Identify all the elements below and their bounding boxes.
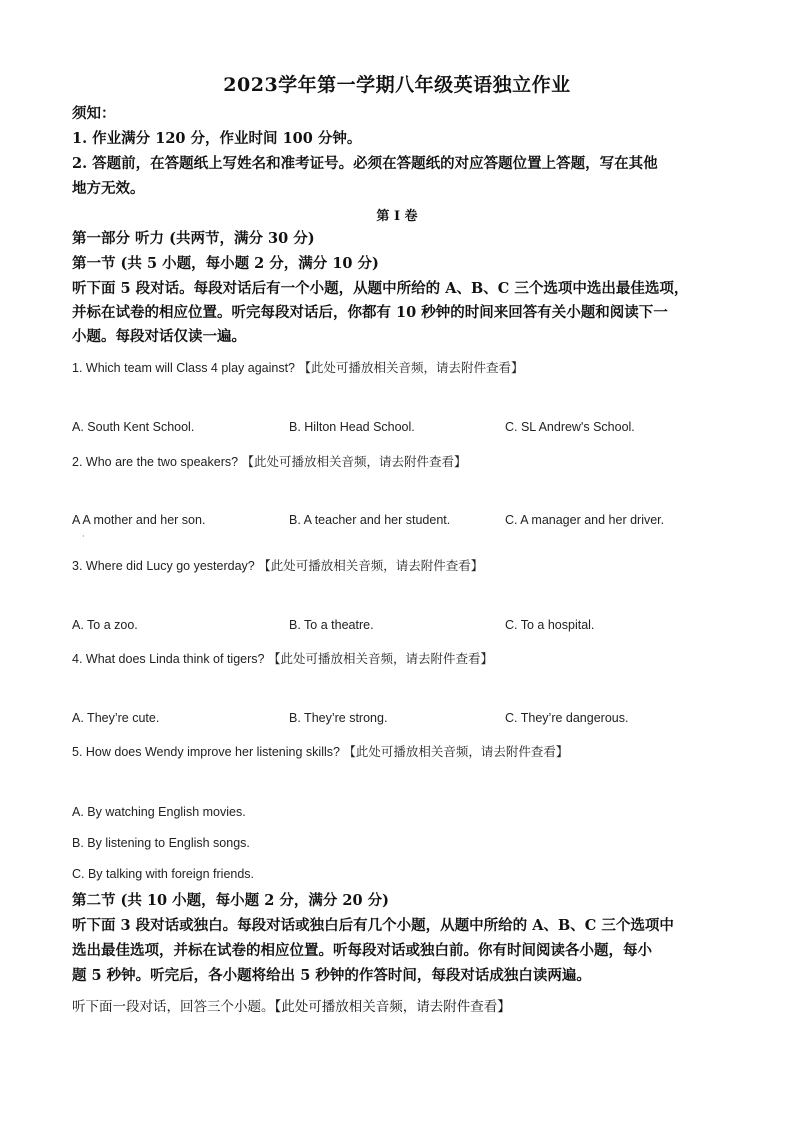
question-4-option-a: A. They’re cute. (72, 711, 160, 725)
question-3-option-c: C. To a hospital. (505, 618, 595, 632)
section-two-instructions-line-1: 听下面 3 段对话或独白。每段对话或独白后有几个小题，从题中所给的 A、B、C 三个选项中 (72, 917, 674, 934)
question-5-option-b: B. By listening to English songs. (72, 836, 250, 850)
section-one-instructions-line-1: 听下面 5 段对话。每段对话后有一个小题，从题中所给的 A、B、C 三个选项中选出最佳选项， (72, 280, 689, 297)
question-5: 5. How does Wendy improve her listening skills? 【此处可播放相关音频，请去附件查看】 (72, 745, 569, 759)
section-two-listen-prompt: 听下面一段对话，回答三个小题。【此处可播放相关音频，请去附件查看】 (72, 999, 511, 1015)
notice-item-1: 1. 作业满分 120 分，作业时间 100 分钟。 (72, 130, 362, 147)
question-1: 1. Which team will Class 4 play against? 【此处可播放相关音频，请去附件查看】 (72, 361, 524, 375)
question-1-option-a: A. South Kent School. (72, 420, 195, 434)
notice-item-2-line-1: 2. 答题前，在答题纸上写姓名和准考证号。必须在答题纸的对应答题位置上答题，写在其他 (72, 155, 658, 172)
question-3-option-a: A. To a zoo. (72, 618, 138, 632)
notice-item-2-line-2: 地方无效。 (72, 180, 145, 197)
question-5-option-a: A. By watching English movies. (72, 805, 246, 819)
part-one-heading: 第一部分 听力 (共两节，满分 30 分) (72, 230, 315, 247)
section-two-instructions-line-2: 选出最佳选项，并标在试卷的相应位置。听每段对话或独白前。你有时间阅读各小题，每小 (72, 942, 652, 959)
question-4-option-b: B. They’re strong. (289, 711, 388, 725)
question-1-option-c: C. SL Andrew's School. (505, 420, 635, 434)
question-3-option-b: B. To a theatre. (289, 618, 374, 632)
stray-dot: · (82, 532, 85, 541)
question-2: 2. Who are the two speakers? 【此处可播放相关音频，请去附件查看】 (72, 455, 467, 469)
question-3: 3. Where did Lucy go yesterday? 【此处可播放相关音频，请去附件查看】 (72, 559, 484, 573)
section-two-heading: 第二节 (共 10 小题，每小题 2 分，满分 20 分) (72, 892, 390, 909)
section-two-instructions-line-3: 题 5 秒钟。听完后，各小题将给出 5 秒钟的作答时间，每段对话成独白读两遍。 (72, 967, 591, 984)
notice-heading: 须知： (72, 105, 116, 122)
question-2-option-a: A A mother and her son. (72, 513, 206, 527)
question-5-option-c: C. By talking with foreign friends. (72, 867, 255, 881)
section-one-instructions-line-2: 并标在试卷的相应位置。听完每段对话后，你都有 10 秒钟的时间来回答有关小题和阅读下一 (72, 304, 668, 321)
question-1-option-b: B. Hilton Head School. (289, 420, 415, 434)
volume-heading: 第 I 卷 (376, 209, 418, 224)
question-2-option-b: B. A teacher and her student. (289, 513, 451, 527)
question-2-option-c: C. A manager and her driver. (505, 513, 665, 527)
exam-title: 2023学年第一学期八年级英语独立作业 (223, 74, 571, 96)
question-4: 4. What does Linda think of tigers? 【此处可播放相关音频，请去附件查看】 (72, 652, 493, 666)
section-one-heading: 第一节 (共 5 小题，每小题 2 分，满分 10 分) (72, 255, 379, 272)
section-one-instructions-line-3: 小题。每段对话仅读一遍。 (72, 328, 246, 345)
question-4-option-c: C. They’re dangerous. (505, 711, 629, 725)
